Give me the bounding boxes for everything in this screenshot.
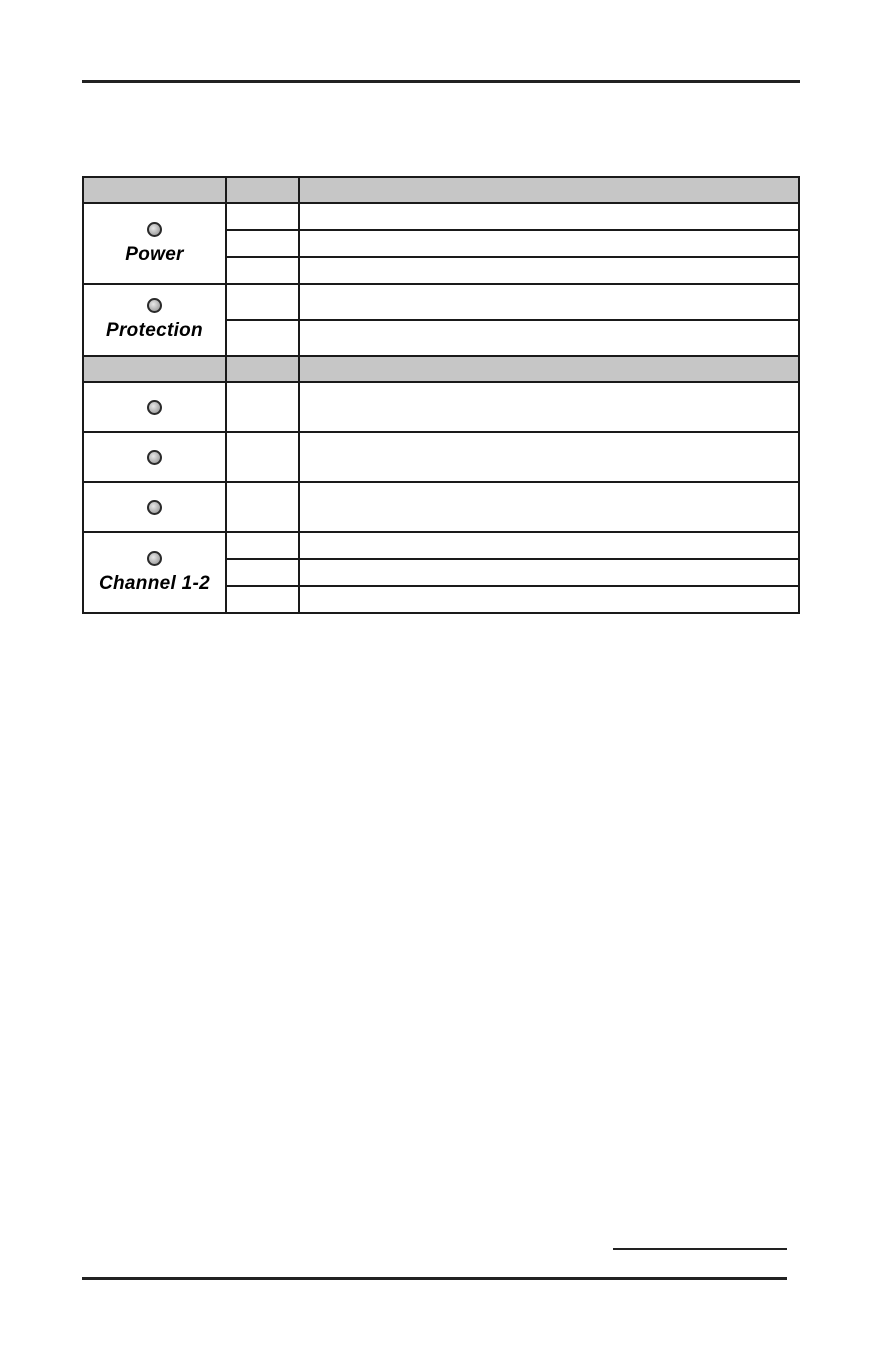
- indicator-cell: [83, 432, 226, 482]
- table-cell: [299, 586, 799, 613]
- table-row: [83, 532, 799, 559]
- table-cell: [299, 320, 799, 356]
- table-cell: [226, 382, 299, 432]
- table-cell: [299, 532, 799, 559]
- table-row: [83, 432, 799, 482]
- protection-indicator-cell: [83, 284, 226, 356]
- header-cell: [299, 177, 799, 203]
- protection-label: Protection: [106, 320, 203, 341]
- indicator-cell: [83, 382, 226, 432]
- top-rule: [82, 80, 800, 83]
- channel-label: Channel 1-2: [99, 572, 210, 594]
- header-cell: [299, 356, 799, 382]
- table-cell: [299, 482, 799, 532]
- led-indicator-table: [82, 176, 800, 614]
- power-label: Power: [125, 243, 184, 265]
- bottom-rule: [82, 1277, 787, 1280]
- table-cell: [299, 203, 799, 230]
- table-cell: [299, 559, 799, 586]
- table-row: [83, 382, 799, 432]
- footer-short-rule: [613, 1248, 787, 1250]
- table-cell: [226, 482, 299, 532]
- table-cell: [226, 203, 299, 230]
- header-cell: [83, 177, 226, 203]
- indicator-cell: [83, 482, 226, 532]
- led-indicator-icon: [147, 500, 162, 515]
- table-row: [83, 482, 799, 532]
- led-indicator-icon: [147, 400, 162, 415]
- header-cell: [83, 356, 226, 382]
- header-cell: [226, 356, 299, 382]
- table-cell: [226, 284, 299, 320]
- power-indicator-cell: [83, 203, 226, 284]
- table-cell: [226, 532, 299, 559]
- table-header-row: [83, 177, 799, 203]
- channel-indicator-cell: [83, 532, 226, 613]
- led-indicator-icon: [147, 450, 162, 465]
- table-cell: [226, 432, 299, 482]
- table-row: [83, 203, 799, 230]
- table-cell: [226, 230, 299, 257]
- led-indicator-icon: [147, 222, 162, 237]
- table-cell: [299, 257, 799, 284]
- table-cell: [226, 586, 299, 613]
- table-row: [83, 284, 799, 320]
- table-cell: [226, 559, 299, 586]
- table-header-row: [83, 356, 799, 382]
- led-indicator-icon: [147, 551, 162, 566]
- table-cell: [299, 382, 799, 432]
- table-cell: [299, 284, 799, 320]
- table-cell: [226, 320, 299, 356]
- table-cell: [299, 432, 799, 482]
- table-cell: [299, 230, 799, 257]
- led-indicator-icon: [147, 298, 162, 313]
- header-cell: [226, 177, 299, 203]
- table-cell: [226, 257, 299, 284]
